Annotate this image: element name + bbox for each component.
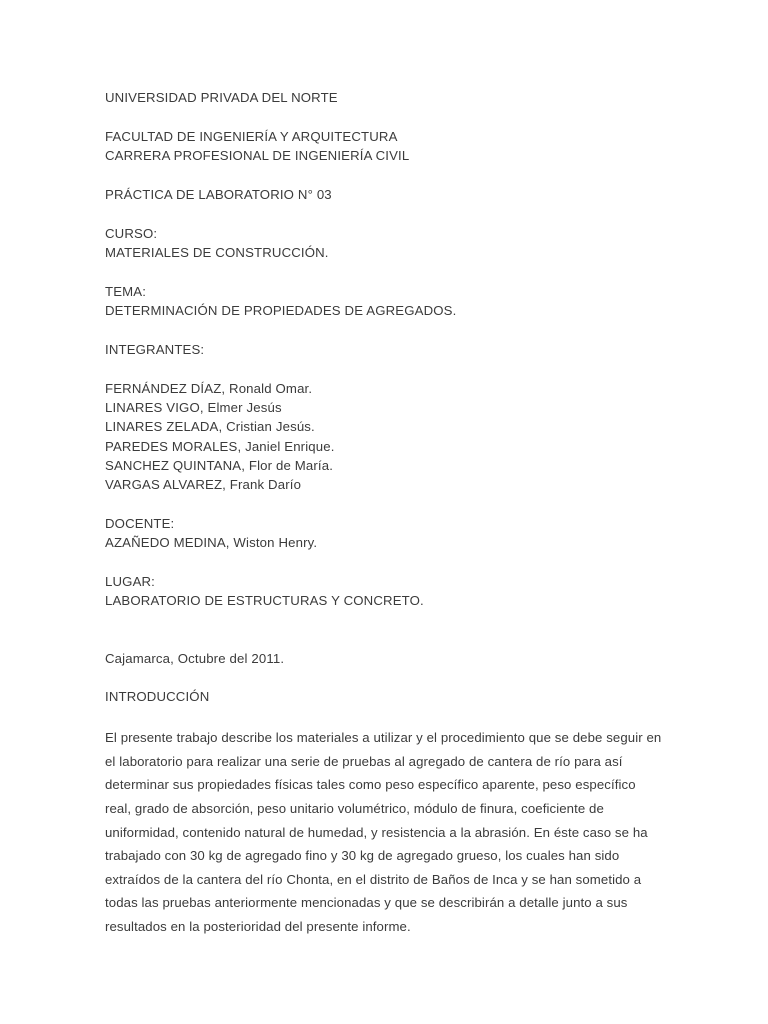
- members-label-block: [105, 340, 663, 359]
- practice-title: PRÁCTICA DE LABORATORIO N° 03: [105, 186, 332, 202]
- list-item: FERNÁNDEZ DÍAZ, Ronald Omar.: [105, 380, 313, 396]
- list-item: VARGAS ALVAREZ, Frank Darío: [105, 477, 302, 493]
- place-label: LUGAR:: [105, 574, 155, 590]
- topic-block: [105, 282, 663, 321]
- teacher-block: [105, 514, 663, 553]
- section-spacer: [105, 611, 663, 649]
- place-value: LABORATORIO DE ESTRUCTURAS Y CONCRETO.: [105, 593, 424, 609]
- introduction-paragraph: El presente trabajo describe los materiales a utilizar y el procedimiento que se debe seguir en el laboratorio para realizar una serie de pruebas al agregado de cantera de río para así determinar sus propiedades físicas tales como peso específico aparente, peso específico real, grado de absorción, peso unitario volumétrico, módulo de finura, coeficiente de uniformidad, contenido natural de humedad, y resistencia a la abrasión. En éste caso se ha trabajado con 30 kg de agregado fino y 30 kg de agregado grueso, los cuales han sido extraídos de la cantera del río Chonta, en el distrito de Baños de Inca y se han sometido a todas las pruebas anteriormente mencionadas y que se describirán a detalle junto a sus resultados en la posterioridad del presente informe.: [105, 730, 662, 934]
- introduction-heading-block: [105, 687, 663, 706]
- list-item: SANCHEZ QUINTANA, Flor de María.: [105, 457, 334, 473]
- place-block: [105, 572, 663, 611]
- teacher-value: AZAÑEDO MEDINA, Wiston Henry.: [105, 535, 318, 551]
- document-body: [105, 88, 663, 939]
- course-label: CURSO:: [105, 225, 158, 241]
- career-name: CARRERA PROFESIONAL DE INGENIERÍA CIVIL: [105, 148, 410, 164]
- institution-name: UNIVERSIDAD PRIVADA DEL NORTE: [105, 90, 338, 105]
- faculty-name: FACULTAD DE INGENIERÍA Y ARQUITECTURA: [105, 128, 398, 144]
- course-block: [105, 224, 663, 263]
- list-item: LINARES VIGO, Elmer Jesús: [105, 399, 282, 415]
- dateline: Cajamarca, Octubre del 2011.: [105, 650, 285, 666]
- dateline-block: [105, 649, 663, 668]
- members-list: [105, 379, 663, 495]
- practice-title-block: [105, 185, 663, 204]
- institution-block: [105, 88, 663, 107]
- topic-label: TEMA:: [105, 283, 147, 299]
- topic-value: DETERMINACIÓN DE PROPIEDADES DE AGREGADOS.: [105, 303, 457, 319]
- teacher-label: DOCENTE:: [105, 515, 175, 531]
- list-item: PAREDES MORALES, Janiel Enrique.: [105, 438, 335, 454]
- introduction-heading: INTRODUCCIÓN: [105, 689, 210, 705]
- course-value: MATERIALES DE CONSTRUCCIÓN.: [105, 244, 329, 260]
- faculty-block: [105, 127, 663, 166]
- list-item: LINARES ZELADA, Cristian Jesús.: [105, 419, 315, 435]
- members-label: INTEGRANTES:: [105, 341, 205, 357]
